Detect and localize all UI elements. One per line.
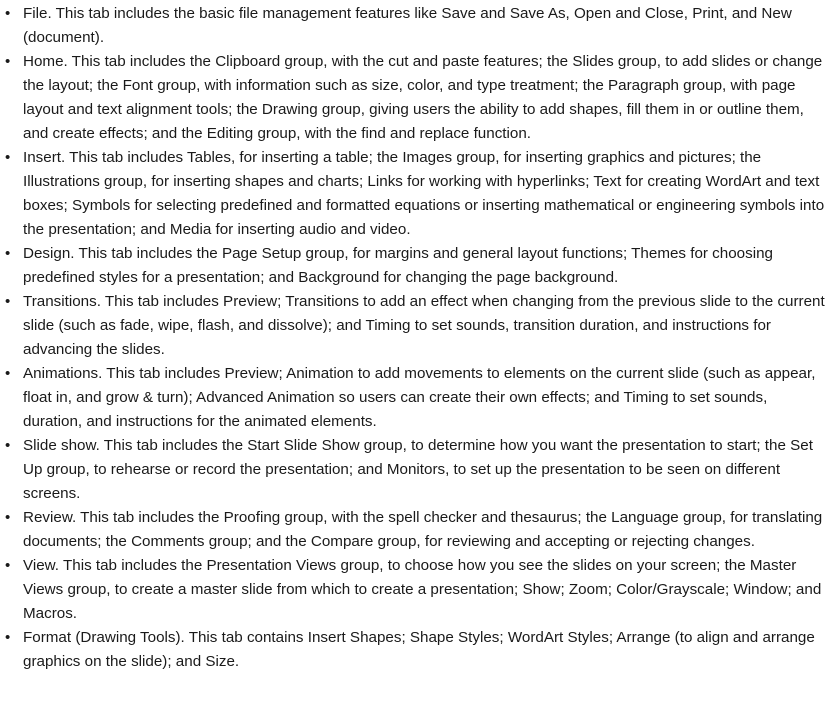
bullet-icon: •	[5, 5, 11, 22]
bullet-icon: •	[5, 149, 11, 166]
list-item-animations	[0, 362, 827, 434]
list-item-text: Review. This tab includes the Proofing group, with the spell checker and thesaurus; the Language group, for translating documents; the Comments group; and the Compare group, for reviewing and accepting or rejecting changes.	[23, 509, 823, 550]
list-item-text: Home. This tab includes the Clipboard group, with the cut and paste features; the Slides group, to add slides or change the layout; the Font group, with information such as size, color, and type treatment; the Paragraph group, with page layout and text alignment tools; the Drawing group, giving users the ability to add shapes, fill them in or outline them, and create effects; and the Editing group, with the find and replace function.	[23, 53, 823, 142]
list-item-slide-show	[0, 434, 827, 506]
list-item-text: Design. This tab includes the Page Setup group, for margins and general layout functions; Themes for choosing predefined styles for a presentation; and Background for changing the page background.	[23, 245, 773, 286]
list-item-transitions	[0, 290, 827, 362]
list-item-text: Transitions. This tab includes Preview; Transitions to add an effect when changing from the previous slide to the current slide (such as fade, wipe, flash, and dissolve); and Timing to set sounds, transition duration, and instructions for advancing the slides.	[23, 293, 825, 358]
bullet-icon: •	[5, 509, 11, 526]
list-item-text: Format (Drawing Tools). This tab contains Insert Shapes; Shape Styles; WordArt Styles; Arrange (to align and arrange graphics on the slide); and Size.	[23, 629, 815, 670]
bullet-icon: •	[5, 365, 11, 382]
list-item-text: View. This tab includes the Presentation Views group, to choose how you see the slides on your screen; the Master Views group, to create a master slide from which to create a presentation; Show; Zoom; Color/Grayscale; Window; and Macros.	[23, 557, 822, 622]
bullet-icon: •	[5, 293, 11, 310]
bullet-icon: •	[5, 629, 11, 646]
list-item-text: Animations. This tab includes Preview; Animation to add movements to elements on the current slide (such as appear, float in, and grow & turn); Advanced Animation so users can create their own effects; and Timing to set sounds, duration, and instructions for the animated elements.	[23, 365, 816, 430]
list-item-home	[0, 50, 827, 146]
list-item-file	[0, 2, 827, 50]
list-item-text: Insert. This tab includes Tables, for inserting a table; the Images group, for inserting graphics and pictures; the Illustrations group, for inserting shapes and charts; Links for working with hyperlinks; Text for creating WordArt and text boxes; Symbols for selecting predefined and formatted equations or inserting mathematical or engineering symbols into the presentation; and Media for inserting audio and video.	[23, 149, 825, 238]
bullet-icon: •	[5, 245, 11, 262]
bullet-icon: •	[5, 557, 11, 574]
bullet-icon: •	[5, 53, 11, 70]
list-item-view	[0, 554, 827, 626]
list-item-text: Slide show. This tab includes the Start Slide Show group, to determine how you want the presentation to start; the Set Up group, to rehearse or record the presentation; and Monitors, to set up the presentation to be seen on different screens.	[23, 437, 813, 502]
list-item-insert	[0, 146, 827, 242]
list-item-text: File. This tab includes the basic file management features like Save and Save As, Open and Close, Print, and New (document).	[23, 5, 792, 46]
bullet-icon: •	[5, 437, 11, 454]
list-item-design	[0, 242, 827, 290]
list-item-format	[0, 626, 827, 674]
list-item-review	[0, 506, 827, 554]
